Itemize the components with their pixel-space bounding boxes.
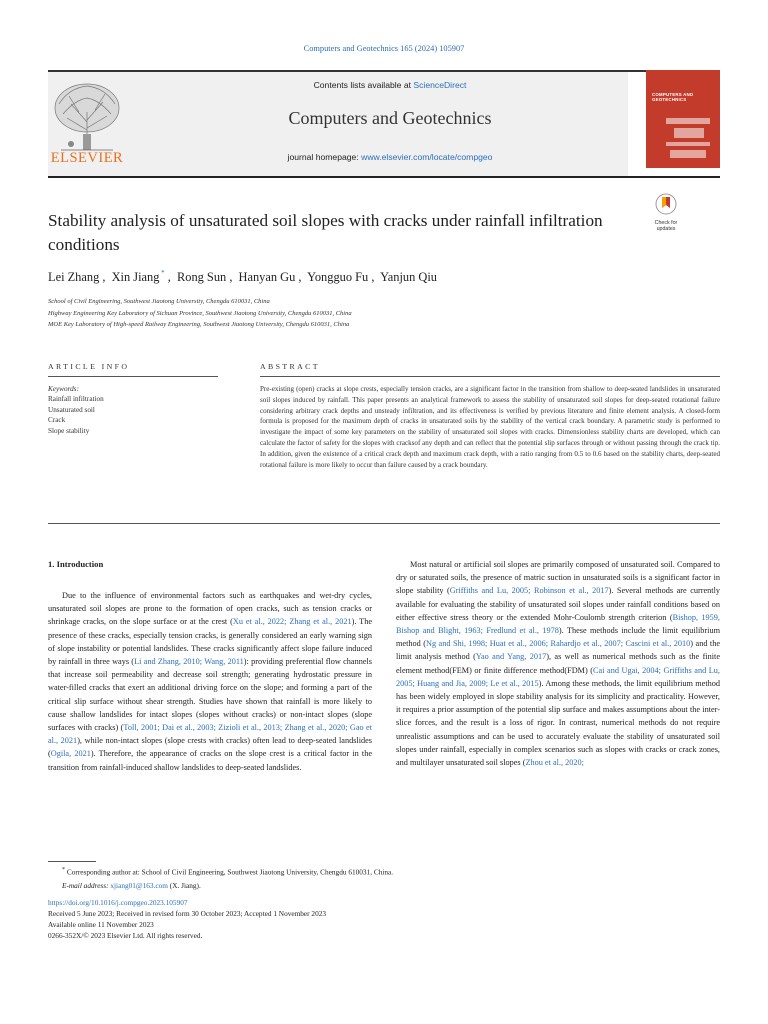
body-column-left — [48, 558, 372, 774]
email-note — [48, 879, 720, 892]
sciencedirect-link[interactable]: ScienceDirect — [413, 80, 467, 90]
citation-link[interactable]: Bishop, 1959, Bishop and Blight, 1963; Fredlund et al., 1978 — [396, 612, 720, 636]
paragraph-text: ) and the limit analysis method ( — [396, 639, 721, 662]
author-separator: , — [99, 270, 106, 284]
keyword: Crack — [48, 416, 66, 425]
journal-name: Computers and Geotechnics — [288, 108, 492, 128]
author-name[interactable]: Xin Jiang — [111, 270, 160, 284]
keywords-block — [48, 384, 218, 436]
paragraph-text: ). Among these methods, the limit equilibrium method has been widely employed in slope stability analysis for its simplicity and practicality. However, it requires a prior assumption of the potential slip surface and makes assumptions about the inter-slice forces, and the result is a loss of rigor. In contrast, numerical methods do not require unrealistic assumptions and can be used to accurately evaluate the stability of unsaturated soil slopes under rainfall, especially in complex scenarios such as slopes with cracks or crack zones, and multilayer unsaturated soil slopes ( — [396, 678, 720, 768]
paragraph-text: ), as well as numerical methods such as the finite element method(FEM) or finite difference method(FDM) ( — [396, 652, 720, 675]
author-separator: , — [226, 270, 233, 284]
paragraph-text: ). The presence of these cracks, especially tension cracks, is generally considered an early warning sign of slope instability or potential landslides. These cracks significantly affect slope failure induced by rainfall in three ways ( — [48, 617, 372, 667]
author-name[interactable]: Hanyan Gu — [238, 270, 296, 284]
received-dates: Received 5 June 2023; Received in revised form 30 October 2023; Accepted 1 November 2023 — [48, 909, 327, 918]
check-updates-label-1: Check for — [654, 220, 678, 226]
publication-info — [48, 897, 720, 941]
citation-link[interactable]: Griffiths and Lu, 2005; Robinson et al., 2017 — [449, 586, 609, 596]
check-for-updates-badge[interactable] — [648, 193, 684, 232]
citation-link[interactable]: Cai and Ugai, 2004; Griffiths and Lu, 2005; Huang and Jia, 2009; Le et al., 2015 — [396, 665, 720, 688]
contents-line — [180, 80, 600, 90]
abstract-bottom-rule — [48, 523, 720, 524]
citation-link[interactable]: Toll, 2001; Dai et al., 2003; Zizioli et al., 2013; Zhang et al., 2020; Gao et al., 2021 — [48, 723, 372, 746]
corresponding-author-mark[interactable]: * — [159, 269, 165, 277]
email-suffix: (X. Jiang). — [167, 880, 201, 890]
author-name[interactable]: Lei Zhang — [48, 270, 100, 284]
abstract-heading: ABSTRACT — [260, 362, 320, 371]
affiliation: School of Civil Engineering, Southwest Jiaotong University, Chengdu 610031, China — [48, 298, 270, 305]
paragraph-text: ): providing preferential flow channels that increase soil permeability and decrease soil strength; generating hydrostatic pressure in water-filled cracks that exert an additional driving force on the slope; and forming a part of the critical slip surface without shear strength. Studies have shown that rainfall is more likely to cause shallow landslides for intact slopes (slopes without cracks) or non-intact slopes (slope surfaces with cracks) ( — [48, 657, 372, 733]
journal-citation-link[interactable]: Computers and Geotechnics 165 (2024) 105907 — [303, 44, 465, 53]
paragraph-text: ). Several methods are currently available for evaluating the stability of unsaturated soil slopes under rainfall conditions based on either effective stress theory or the extended Mohr-Coulomb strength criterion ( — [396, 586, 720, 622]
header-top-rule — [48, 70, 720, 72]
paragraph-text: ), while non-intact slopes (slope crests with cracks) often lead to deep-seated landslides ( — [48, 736, 372, 759]
citation-link[interactable]: Li and Zhang, 2010; Wang, 2011 — [134, 657, 244, 667]
header-bottom-rule — [48, 176, 720, 178]
author-name[interactable]: Rong Sun — [176, 270, 227, 284]
body-column-right — [396, 558, 720, 769]
affiliations — [48, 296, 668, 331]
citation-link[interactable]: Ng and Shi, 1998; Huat et al., 2006; Rahardjo et al., 2007; Cascini et al., 2010 — [425, 639, 691, 649]
author-list — [48, 269, 668, 285]
affiliation: MOE Key Laboratory of High-speed Railway Engineering, Southwest Jiaotong University, Chengdu 610031, China — [48, 321, 350, 329]
corresponding-author-note — [48, 864, 720, 879]
article-title: Stability analysis of unsaturated soil slopes with cracks under rainfall infiltration conditions — [48, 211, 603, 254]
corresponding-text: Corresponding author at: School of Civil Engineering, Southwest Jiaotong University, Chengdu 610031, China. — [66, 867, 394, 877]
section-heading-introduction: 1. Introduction — [48, 559, 104, 569]
elsevier-wordmark: ELSEVIER — [50, 150, 124, 166]
keyword: Slope stability — [48, 426, 90, 435]
paragraph-text: Most natural or artificial soil slopes are primarily composed of unsaturated soil. Compared to dry or saturated soils, the presence of matric suction in unsaturated soils is a significant factor in slope stability ( — [396, 560, 720, 596]
author-name[interactable]: Yongguo Fu — [307, 270, 369, 284]
author-separator: , — [368, 270, 375, 284]
doi-link[interactable]: https://doi.org/10.1016/j.compgeo.2023.105907 — [48, 898, 188, 907]
cover-graphic-band — [674, 128, 704, 138]
citation-link[interactable]: Zhou et al., 2020; — [525, 758, 584, 768]
abstract-rule — [260, 376, 720, 377]
homepage-prefix: journal homepage: — [287, 152, 362, 162]
author-name[interactable]: Yanjun Qiu — [380, 270, 437, 284]
cover-graphic-band — [666, 118, 710, 124]
article-info-rule — [48, 376, 218, 377]
cover-graphic-band — [670, 150, 706, 158]
abstract-text: Pre-existing (open) cracks at slope crests, especially tension cracks, are a significant factor in the transition from shallow to deep-seated landslides in unsaturated soil slopes induced by rainfall. This paper presents an analytical framework to assess the stability of unsaturated soil slopes for deep-seated rotational failure considering arbitrary crack depths and unsteady infiltration, and its effectiveness is verified by previous literature and finite element analysis. A closed-form formula is proposed for the maximum depth of cracks in unsaturated soils by the stability of the vertical crack boundary. A parametric study is performed to investigate the impact of some key parameters on the stability of unsaturated soil slopes with cracks. Dimensionless stability charts are developed, which can calculate the factor of safety for the slopes with cracksof any depth and can reflect that the potential slip surfaces through or without passing through the crack tip. In addition, given the existence of a critical crack depth and maximum crack depth, with a ratio ranging from 0.5 to 0.6 based on the stability charts, deep-seated rotational failure is more likely to occur than failure caused by a crack boundary. — [260, 385, 720, 469]
journal-cover-thumbnail[interactable] — [646, 70, 720, 168]
cover-graphic-band — [666, 142, 710, 146]
keyword: Rainfall infiltration — [48, 395, 104, 404]
available-date: Available online 11 November 2023 — [48, 920, 154, 929]
email-label: E-mail address: — [62, 880, 111, 890]
email-link[interactable]: xjiang01@163.com — [110, 880, 168, 890]
affiliation: Highway Engineering Key Laboratory of Sichuan Province, Southwest Jiaotong University, Chengdu 610031, China — [48, 309, 352, 317]
keywords-label: Keywords: — [48, 385, 79, 393]
homepage-line — [180, 152, 600, 162]
cover-title: COMPUTERS AND GEOTECHNICS — [652, 92, 694, 102]
copyright: 0266-352X/© 2023 Elsevier Ltd. All rights reserved. — [48, 931, 203, 940]
footnote-rule — [48, 861, 96, 862]
citation-link[interactable]: Ogila, 2021 — [50, 749, 91, 759]
keyword: Unsaturated soil — [48, 405, 95, 414]
intro-paragraph — [396, 558, 720, 769]
paragraph-text: Due to the influence of environmental factors such as earthquakes and wet-dry cycles, unsaturated soil slopes are prone to the formation of open cracks, such as tension cracks or shrinkage cracks, on the slope surface or at the crest ( — [48, 591, 372, 627]
homepage-link[interactable]: www.elsevier.com/locate/compgeo — [361, 152, 493, 162]
paragraph-text: ). Therefore, the appearance of cracks on the slope crest is a critical factor in the transition from rainfall-induced shallow landslides to deep-seated landslides. — [48, 749, 372, 772]
article-info-heading: ARTICLE INFO — [48, 362, 130, 371]
intro-paragraph — [48, 589, 372, 774]
corresponding-mark: * — [62, 867, 66, 873]
citation-link[interactable]: Yao and Yang, 2017 — [475, 652, 547, 662]
check-updates-label-2: updates — [656, 226, 676, 232]
check-updates-icon — [655, 193, 677, 215]
contents-prefix: Contents lists available at — [313, 80, 414, 90]
author-separator: , — [295, 270, 302, 284]
citation-link[interactable]: Xu et al., 2022; Zhang et al., 2021 — [232, 617, 352, 627]
author-separator: , — [164, 270, 171, 284]
paragraph-text: ). These methods include the limit equilibrium method ( — [396, 626, 720, 649]
footnotes — [48, 864, 720, 892]
